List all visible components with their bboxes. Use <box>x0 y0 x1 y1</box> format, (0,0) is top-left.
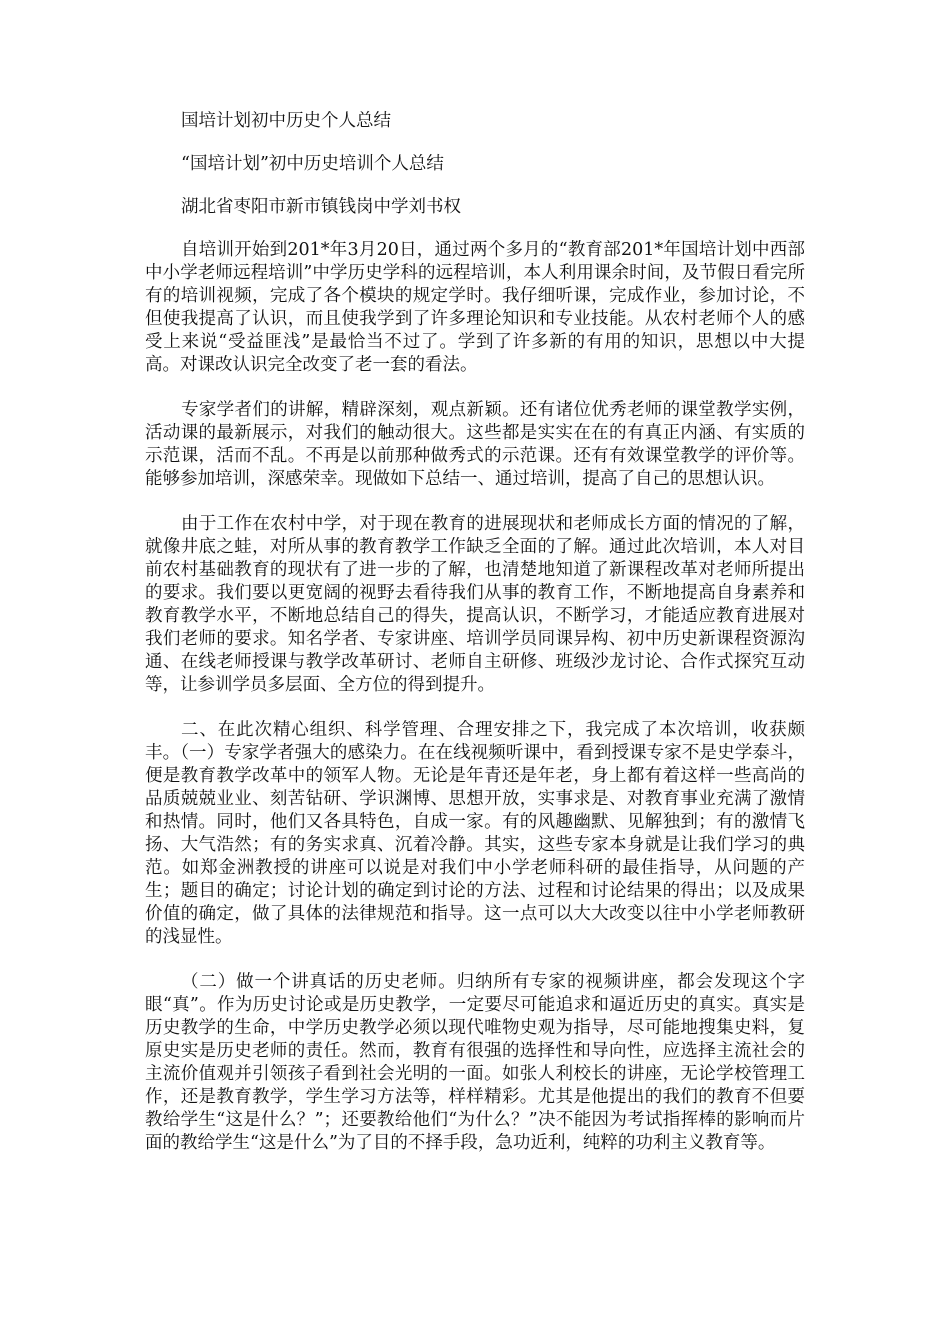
document-subtitle: “国培计划”初中历史培训个人总结 <box>181 154 444 174</box>
paragraph-truthful-teacher: （二）做一个讲真话的历史老师。归纳所有专家的视频讲座，都会发现这个字眼“真”。作为历史讨论或是历史教学，一定要尽可能追求和逼近历史的真实。真实是历史教学的生命，中学历史教学必须以现代唯物史观为指导，尽可能地搜集史料，复原史实是历史老师的责任。然而，教育有很强的选择性和导向性，应选择主流社会的主流价值观并引领孩子看到社会光明的一面。如张人利校长的讲座，无论学校管理工作，还是教育教学，学生学习方法等，样样精彩。尤其是他提出的我们的教育不但要教给学生“这是什么？”；还要教给他们“为什么？”决不能因为考试指挥棒的影响而片面的教给学生“这是什么”为了目的不择手段，急功近利，纯粹的功利主义教育等。 <box>145 972 805 1153</box>
paragraph-experts-lectures: 专家学者们的讲解，精辟深刻，观点新颖。还有诸位优秀老师的课堂教学实例，活动课的最新展示，对我们的触动很大。这些都是实实在在的有真正内涵、有实质的示范课，活而不乱。不再是以前那种做秀式的示范课。还有有效课堂教学的评价等。能够参加培训，深感荣幸。现做如下总结一、通过培训，提高了自己的思想认识。 <box>145 400 805 489</box>
document-author: 湖北省枣阳市新市镇钱岗中学刘书权 <box>181 197 461 217</box>
paragraph-rural-education: 由于工作在农村中学，对于现在教育的进展现状和老师成长方面的情况的了解，就像井底之蛙，对所从事的教育教学工作缺乏全面的了解。通过此次培训，本人对目前农村基础教育的现状有了进一步的了解，也清楚地知道了新课程改革对老师所提出的要求。我们要以更宽阔的视野去看待我们从事的教育工作，不断地提高自身素养和教育教学水平，不断地总结自己的得失，提高认识，不断学习，才能适应教育进展对我们老师的要求。知名学者、专家讲座、培训学员同课异构、初中历史新课程资源沟通、在线老师授课与教学改革研讨、老师自主研修、班级沙龙讨论、合作式探究互动等，让参训学员多层面、全方位的得到提升。 <box>145 514 805 695</box>
document-title: 国培计划初中历史个人总结 <box>181 111 391 131</box>
document-page <box>145 110 805 1177</box>
paragraph-section-two: 二、在此次精心组织、科学管理、合理安排之下，我完成了本次培训，收获颇丰。（一）专家学者强大的感染力。在在线视频听课中，看到授课专家不是史学泰斗，便是教育教学改革中的领军人物。无论是年青还是年老，身上都有着这样一些高尚的品质兢兢业业、刻苦钻研、学识渊博、思想开放，实事求是、对教育事业充满了激情和热情。同时，他们又各具特色，自成一家。有的风趣幽默、见解独到；有的激情飞扬、大气浩然；有的务实求真、沉着冷静。其实，这些专家本身就是让我们学习的典范。如郑金洲教授的讲座可以说是对我们中小学老师科研的最佳指导，从问题的产生；题目的确定；讨论计划的确定到讨论的方法、过程和讨论结果的得出；以及成果价值的确定，做了具体的法律规范和指导。这一点可以大大改变以往中小学老师教研的浅显性。 <box>145 720 805 947</box>
paragraph-intro: 自培训开始到201*年3月20日，通过两个多月的“教育部201*年国培计划中西部中小学老师远程培训”中学历史学科的远程培训，本人利用课余时间，及节假日看完所有的培训视频，完成了各个模块的规定学时。我仔细听课，完成作业，参加讨论，不但使我提高了认识，而且使我学到了许多理论知识和专业技能。从农村老师个人的感受上来说“受益匪浅”是最恰当不过了。学到了许多新的有用的知识，思想以中大提高。对课改认识完全改变了老一套的看法。 <box>145 240 805 375</box>
